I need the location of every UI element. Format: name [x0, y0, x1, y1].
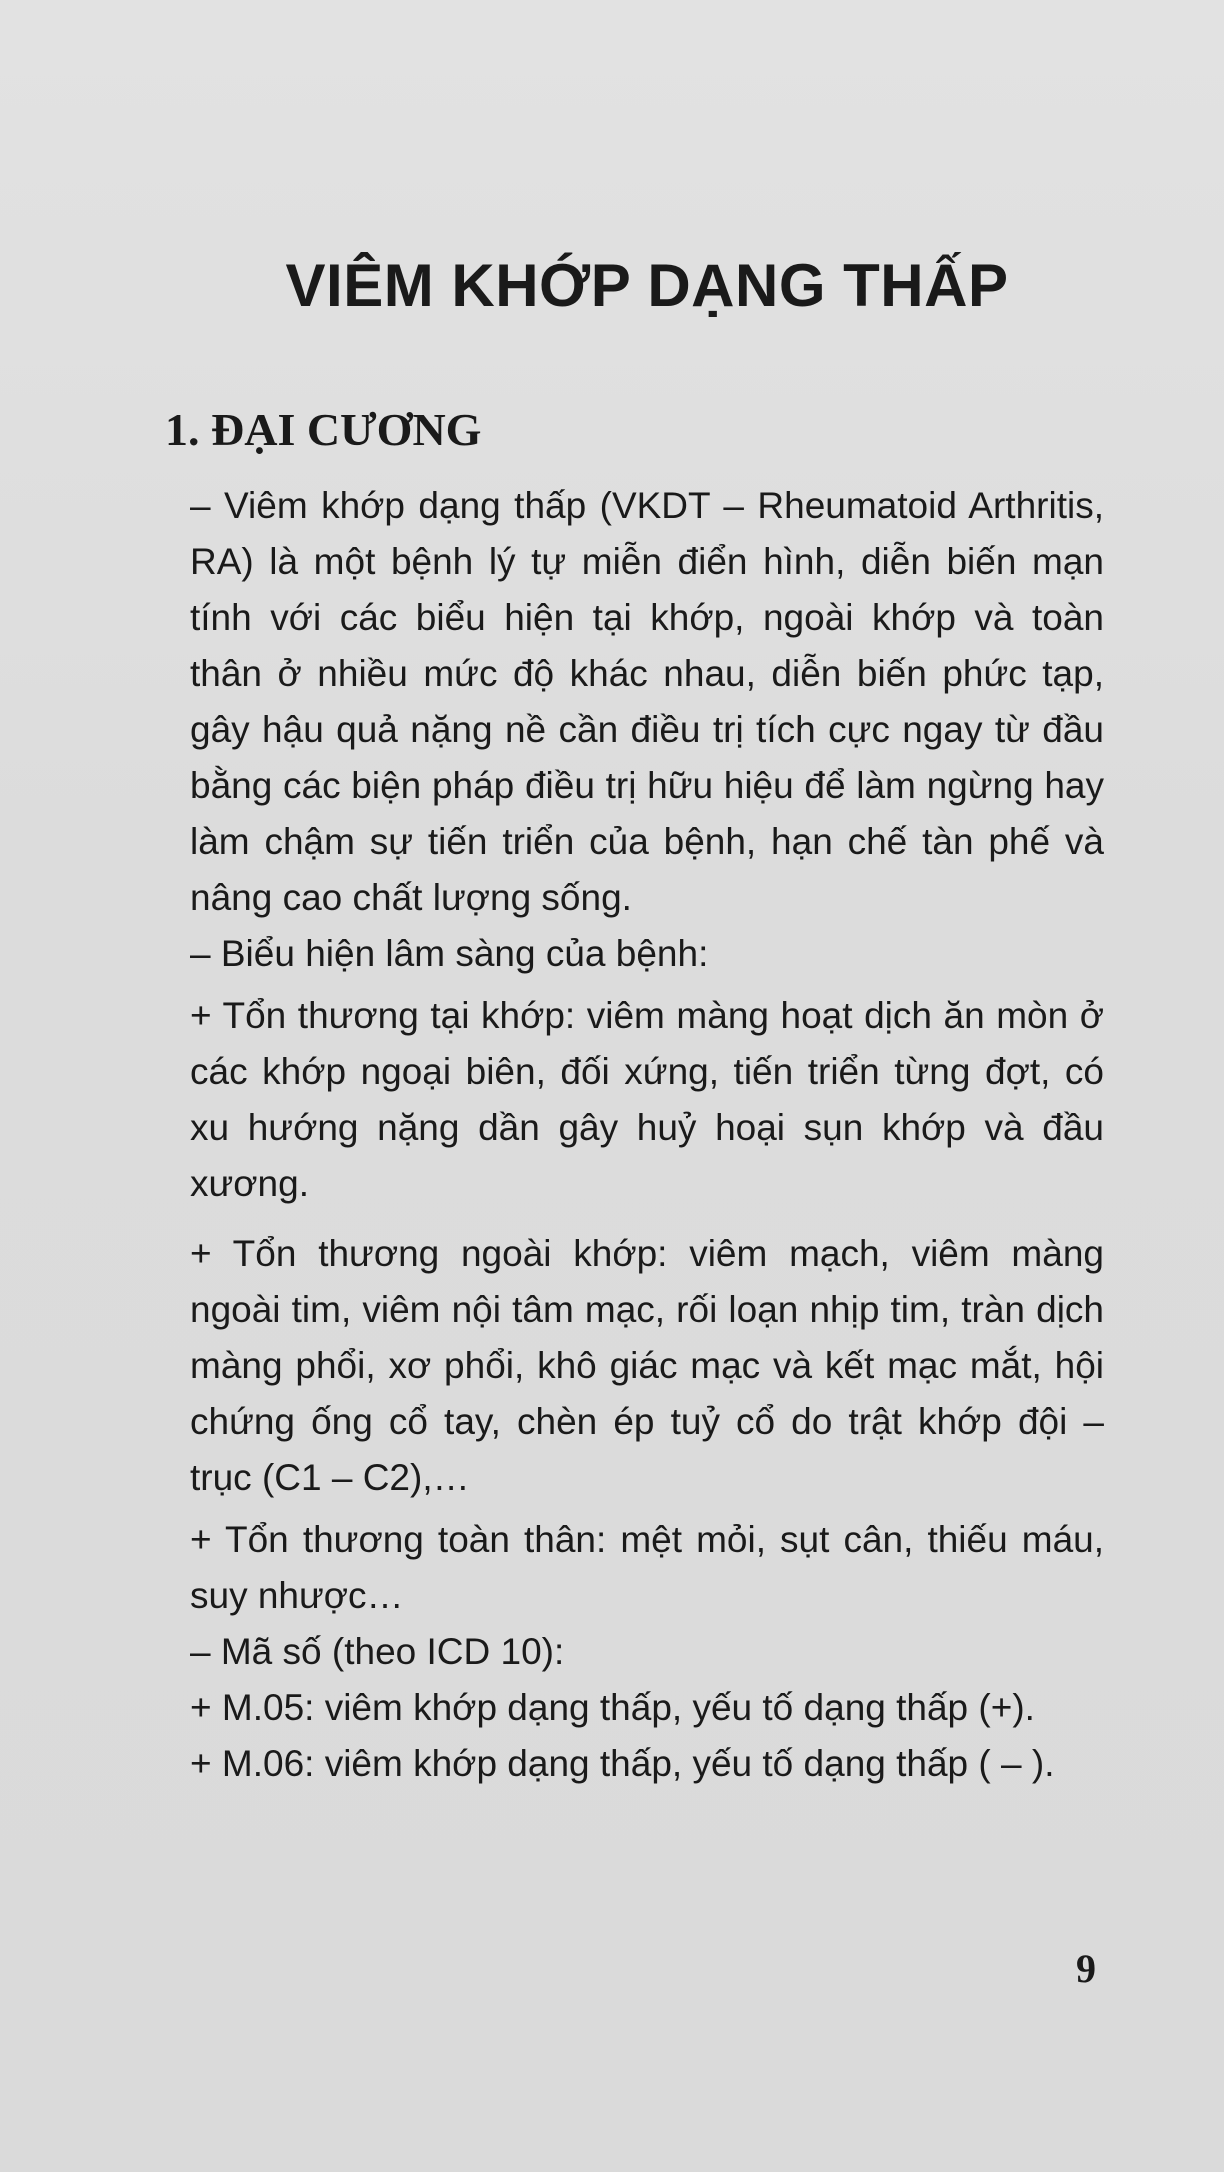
paragraph-extra-articular: + Tổn thương ngoài khớp: viêm mạch, viêm màng ngoài tim, viêm nội tâm mạc, rối loạn nhịp tim, tràn dịch màng phổi, xơ phổi, khô giác mạc và kết mạc mắt, hội chứng ống cổ tay, chèn ép tuỷ cổ do trật khớp đội – trục (C1 – C2),… [190, 1232, 1104, 1498]
section-heading: 1. ĐẠI CƯƠNG [165, 404, 482, 455]
page-content [165, 250, 1104, 1792]
paragraph-clinical-intro: – Biểu hiện lâm sàng của bệnh: [190, 932, 709, 974]
paragraph-joint-lesions: + Tổn thương tại khớp: viêm màng hoạt dịch ăn mòn ở các khớp ngoại biên, đối xứng, tiến triển từng đợt, có xu hướng nặng dần gây huỷ hoại sụn khớp và đầu xương. [190, 994, 1104, 1204]
paragraph-systemic: + Tổn thương toàn thân: mệt mỏi, sụt cân, thiếu máu, suy nhược… [190, 1518, 1104, 1616]
paragraph-definition: – Viêm khớp dạng thấp (VKDT – Rheumatoid Arthritis, RA) là một bệnh lý tự miễn điển hình, diễn biến mạn tính với các biểu hiện tại khớp, ngoài khớp và toàn thân ở nhiều mức độ khác nhau, diễn biến phức tạp, gây hậu quả nặng nề cần điều trị tích cực ngay từ đầu bằng các biện pháp điều trị hữu hiệu để làm ngừng hay làm chậm sự tiến triển của bệnh, hạn chế tàn phế và nâng cao chất lượng sống. [190, 484, 1104, 918]
chapter-title: VIÊM KHỚP DẠNG THẤP [285, 252, 1009, 319]
paragraph-icd-m05: + M.05: viêm khớp dạng thấp, yếu tố dạng thấp (+). [190, 1686, 1035, 1728]
paragraph-icd-m06: + M.06: viêm khớp dạng thấp, yếu tố dạng thấp ( – ). [190, 1742, 1055, 1784]
paragraph-icd-heading: – Mã số (theo ICD 10): [190, 1630, 565, 1672]
page-number: 9 [1076, 1946, 1096, 1991]
